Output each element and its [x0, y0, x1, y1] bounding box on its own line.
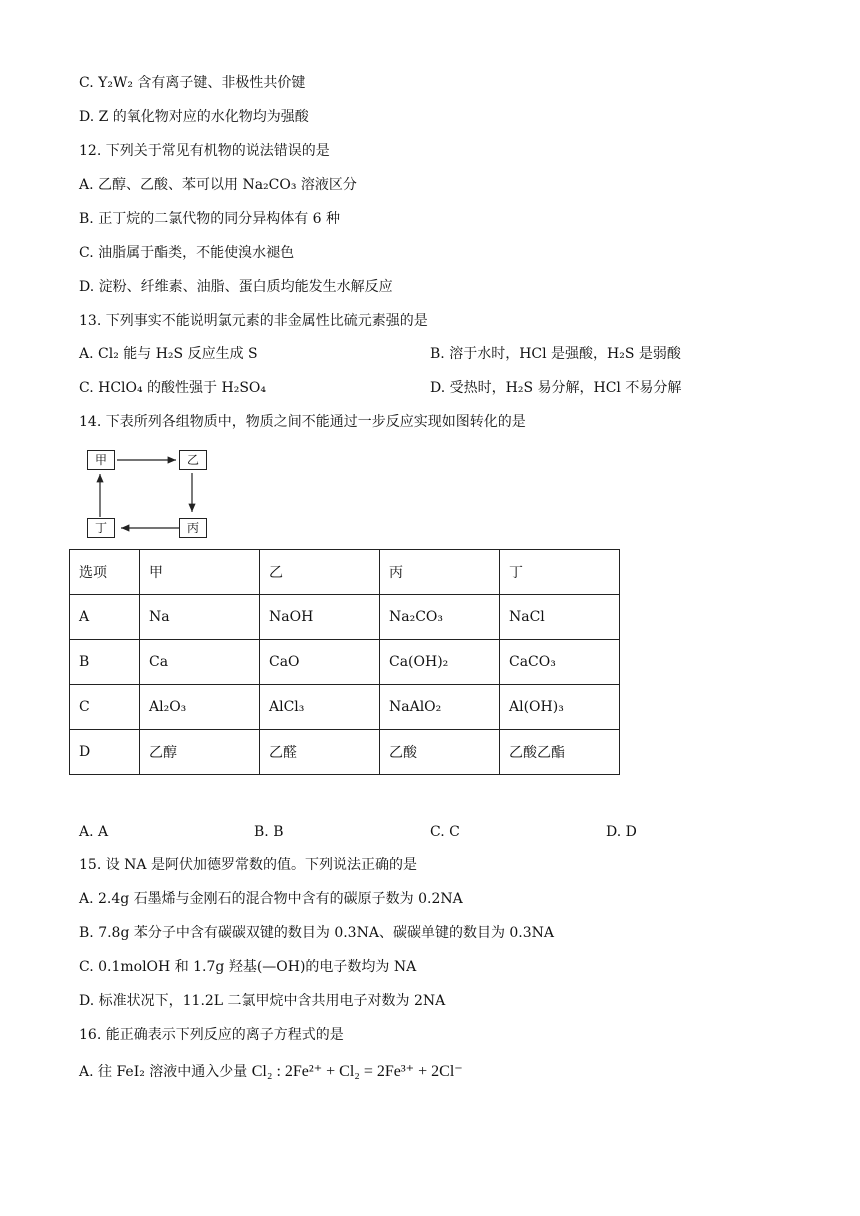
option-16a-text: A. 往 FeI₂ 溶液中通入少量 — [79, 1064, 248, 1080]
answer-choice-a: A. A — [79, 824, 109, 840]
table-header: 选项 — [70, 550, 140, 595]
table-header: 甲 — [140, 550, 260, 595]
option-12b: B. 正丁烷的二氯代物的同分异构体有 6 种 — [79, 211, 340, 227]
option-15b: B. 7.8g 苯分子中含有碳碳双键的数目为 0.3NA、碳碳单键的数目为 0.3NA — [79, 925, 555, 941]
option-13b: B. 溶于水时，HCl 是强酸，H₂S 是弱酸 — [430, 346, 681, 362]
options-table — [69, 549, 620, 775]
question-12: 12. 下列关于常见有机物的说法错误的是 — [79, 143, 330, 159]
table-cell: CaCO₃ — [500, 640, 620, 685]
node-yi: 乙 — [179, 450, 207, 470]
option-12a: A. 乙醇、乙酸、苯可以用 Na₂CO₃ 溶液区分 — [79, 177, 357, 193]
option-13a: A. Cl₂ 能与 H₂S 反应生成 S — [79, 346, 258, 362]
answer-choice-c: C. C — [430, 824, 460, 840]
question-15: 15. 设 NA 是阿伏加德罗常数的值。下列说法正确的是 — [79, 857, 417, 873]
table-cell: Ca(OH)₂ — [380, 640, 500, 685]
ionic-equation: Cl₂ : 2Fe²⁺ + Cl₂ = 2Fe³⁺ + 2Cl⁻ — [251, 1063, 463, 1080]
node-ding: 丁 — [87, 518, 115, 538]
option-13c: C. HClO₄ 的酸性强于 H₂SO₄ — [79, 380, 267, 396]
table-cell: C — [70, 685, 140, 730]
table-header: 丁 — [500, 550, 620, 595]
table-cell: Na₂CO₃ — [380, 595, 500, 640]
table-cell: Na — [140, 595, 260, 640]
option-12d: D. 淀粉、纤维素、油脂、蛋白质均能发生水解反应 — [79, 279, 393, 295]
option-16a — [79, 1063, 463, 1081]
table-cell: B — [70, 640, 140, 685]
table-cell: NaOH — [260, 595, 380, 640]
option-line: C. Y₂W₂ 含有离子键、非极性共价键 — [79, 75, 306, 91]
option-12c: C. 油脂属于酯类，不能使溴水褪色 — [79, 245, 295, 261]
table-row — [70, 595, 620, 640]
table-cell: D — [70, 730, 140, 775]
table-cell: Al(OH)₃ — [500, 685, 620, 730]
table-cell: 乙醇 — [140, 730, 260, 775]
table-header: 丙 — [380, 550, 500, 595]
option-13d: D. 受热时，H₂S 易分解，HCl 不易分解 — [430, 380, 682, 396]
table-row — [70, 685, 620, 730]
table-header-row — [70, 550, 620, 595]
table-row — [70, 730, 620, 775]
table-cell: A — [70, 595, 140, 640]
table-row — [70, 640, 620, 685]
answer-choice-d: D. D — [606, 824, 637, 840]
question-16: 16. 能正确表示下列反应的离子方程式的是 — [79, 1027, 344, 1043]
option-15d: D. 标准状况下，11.2L 二氯甲烷中含共用电子对数为 2NA — [79, 993, 446, 1009]
node-jia: 甲 — [87, 450, 115, 470]
table-cell: 乙酸乙酯 — [500, 730, 620, 775]
table-cell: AlCl₃ — [260, 685, 380, 730]
table-cell: 乙酸 — [380, 730, 500, 775]
option-line: D. Z 的氧化物对应的水化物均为强酸 — [79, 109, 309, 125]
question-14: 14. 下表所列各组物质中，物质之间不能通过一步反应实现如图转化的是 — [79, 414, 526, 430]
table-cell: 乙醛 — [260, 730, 380, 775]
table-cell: Al₂O₃ — [140, 685, 260, 730]
option-15a: A. 2.4g 石墨烯与金刚石的混合物中含有的碳原子数为 0.2NA — [79, 891, 463, 907]
node-bing: 丙 — [179, 518, 207, 538]
table-cell: NaCl — [500, 595, 620, 640]
table-header: 乙 — [260, 550, 380, 595]
option-15c: C. 0.1molOH 和 1.7g 羟基(—OH)的电子数均为 NA — [79, 959, 417, 975]
question-13: 13. 下列事实不能说明氯元素的非金属性比硫元素强的是 — [79, 313, 428, 329]
table-cell: NaAlO₂ — [380, 685, 500, 730]
answer-choice-b: B. B — [254, 824, 284, 840]
table-cell: CaO — [260, 640, 380, 685]
table-cell: Ca — [140, 640, 260, 685]
